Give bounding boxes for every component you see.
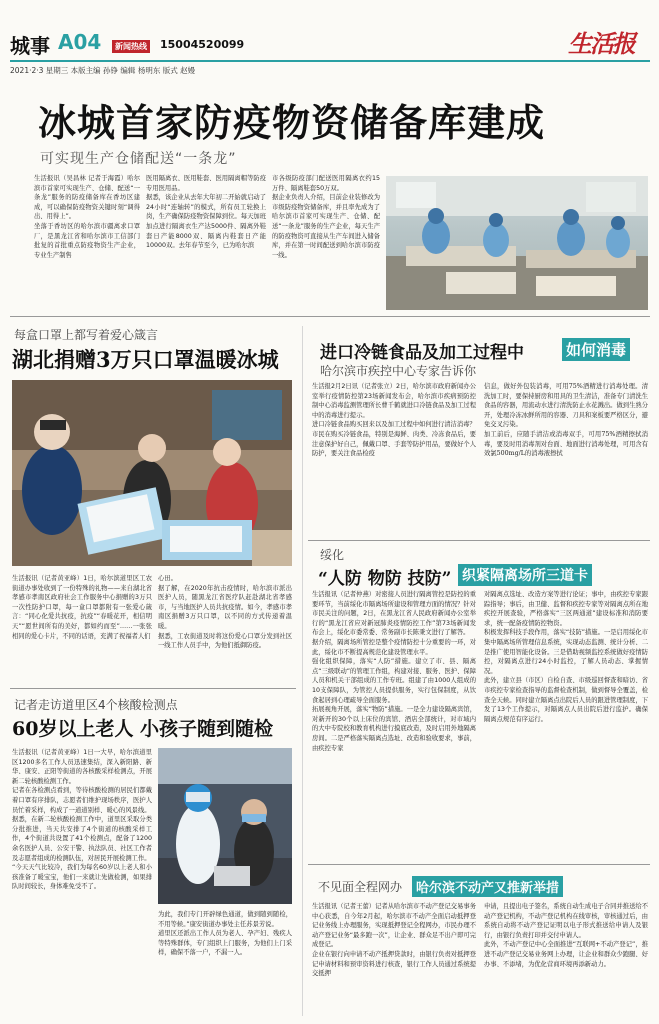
page-number: A04: [58, 30, 102, 54]
hubei-col-1: 生活报讯（记者黄亚峰）1日，哈尔滨道里区工农街道办事处收到了一份特殊的礼物——来自湖北省孝感市孝南区政府社会工作服务中心捐赠的3万只一次性防护口罩，每一盒口罩都附有一张爱心箴言：“同心化爱共抗疫，抗疫”“春暖花开，相信明天”“愿世间所有的美好，都如约而至”……一张张相同的爱心卡片，不同的话语，充满了祝福者人们: [12, 575, 152, 640]
lead-divider: [10, 316, 650, 317]
date-line: 2021·2·3 星期三 本版主编 孙铮 编辑 杨明东 版式 赵嫚: [10, 66, 196, 75]
hotline-label: 新闻热线: [112, 40, 150, 53]
paper-logo: 生活报: [568, 29, 634, 58]
testing-photo: [158, 748, 292, 904]
column-separator: [302, 326, 303, 1016]
left-divider-1: [10, 688, 296, 689]
lead-subheadline: 可实现生产仓储配送“一条龙”: [40, 151, 237, 167]
cold-pill: 如何消毒: [562, 338, 630, 361]
hotline-number: 15004520099: [160, 38, 245, 51]
shelter-kicker: 绥化: [320, 548, 345, 562]
factory-photo: [386, 176, 648, 310]
header-rule: [10, 60, 650, 62]
realestate-col-1: 生活报讯（记者王蕾）记者从哈尔滨市不动产登记交易事务中心获悉，自今年2月起，哈尔滨市不动产全面启动抵押登记业务线上办理服务，实现抵押登记全程网办，市民办理不动产登记业务“最多跑一次”，让企业、群众足不出户即可完成登记。 企业在银行向申请不动产抵押贷款时，由银行负责对抵押登记申请材料和预审资料进行核查，银行工作人员通过系统提交抵押: [312, 903, 476, 978]
hubei-col-2: 心田。 据了解，在2020年抗击疫情时，哈尔滨市派出医护人员，随黑龙江省医疗队赶赴湖北省孝感市，与当地医护人员共抗疫情。如今，孝感市孝南区捐赠3万只口罩，以不同的方式传递着温暖。 据悉，工农街道及时将这份爱心口罩分发到社区一线工作人员手中，为他们抵御防疫。: [158, 575, 292, 650]
lead-col-2: 医用隔离衣、医用鞋套、医用隔离帽等防疫专用医用品。 据悉，该企业从去年大年初二开始就启动了24小时“连轴转”的模式，所有员工轮换上岗，生产确保防疫物资保障到位。每天加班加点进行隔离衣生产达5000件、隔离外鞋套日产能8000双、隔离内鞋套日产能10000双。去年春节至今，已为哈尔滨: [146, 175, 266, 250]
hubei-headline: 湖北捐赠3万只口罩温暖冰城: [12, 347, 279, 372]
realestate-kicker: 不见面全程网办: [318, 880, 403, 894]
tests-headline: 60岁以上老人 小孩子随到随检: [12, 718, 274, 740]
cold-col-1: 生活报2月2日讯（记者张立）2日，哈尔滨市政府新闻办公室举行疫情防控第23场新闻发布会，哈尔滨市疾病预防控制中心消毒监测管理所长曹千鹤就进口冷链食品及加工过程中的消毒进行提示。 进口冷链食品购买回来以及加工过程中如何进行清洁消毒？ 市民在购买冷链食品，特别是海鲜、肉类、冷冻食品后，要注意保护好自己，佩戴口罩、手套等防护用品，要做好个人防护，要关注食品检疫: [312, 383, 476, 458]
donation-photo: [12, 380, 292, 566]
lead-col-3: 市各级防疫部门配送医用隔离衣约15万件、隔离鞋套50万双。 据企业负责人介绍，目前企业装修改为市级防疫物资储备库，并且率先成为了哈尔滨市首家可实现生产、仓储、配送“一条龙”服务的生产企业，每天生产的防疫物资可直接从生产车间进入储备库，并在第一时间配送到哈尔滨市防疫一线。: [272, 175, 380, 259]
shelter-col-1: 生活报讯（记者仲燕）对密接人员进行隔离管控是防控的重要环节，当前绥化市隔离场所建设和管理方面的情况？针对市民关注的问题，2日，在黑龙江省人民政府新闻办公室举行的“黑龙江省应对新冠肺炎疫情防控工作”第73场新闻发布会上，绥化市委常委、常务副市长陈秉文进行了解答。 据介绍，隔离场所管控是整个疫情防控十分重要的一环，对此，绥化市不断提高规范化建设管理水平。 强化组织保障，落实“人防”措施。建立了市、县、隔离点“三级联动”的管理工作组，构建对接、服务、医护、保障人员和机关干部组成的工作专班。组建了由1000人组成的10支保障队，为管控人员提供服务，实行包保制度，从饮食起居到心理疏导全面服务。 拓展视角开展，落实“物防”措施。一是全力建设隔离宾馆，对新开的30个以上床位的宾馆、酒店全部统计，对市域内的大中专院校和教育机构进行摸底改造，及时启用外地隔离房间。二是严格落实隔离点选址、改造和验收要求，事前，由疾控专家: [312, 591, 476, 752]
lead-headline: 冰城首家防疫物资储备库建成: [38, 100, 546, 145]
realestate-pill: 哈尔滨不动产又推新举措: [412, 876, 563, 897]
section-name: 城事: [10, 34, 50, 58]
tests-col-1: 生活报讯（记者黄亚峰）1日一大早，哈尔滨道里区1200多名工作人员迅速集结，深入新阳路、新华、康安、正阳等街道的各核酸采样检测点，开展新二轮核酸检测工作。 记者在各检测点看到，等待核酸检测的居民们都戴着口罩有序排队，志愿者们维护现场秩序，医护人员忙着采样，构成了一道道别样、暖心的风景线。 据悉，在新二轮核酸检测工作中，道里区采取分类分批推进，当天共安排了4个街道的核酸采样工作，4个街道共设置了41个检测点，配备了1200余名医护人员、公安干警、执法队员、社区工作者及志愿者组成的检测队伍，对居民开展检测工作。 “今天天气比较冷，我们为每名60岁以上老人和小孩准备了暖宝宝，他们一来就让先做检测，如果排队时间较长，身体难免受不了。: [12, 749, 152, 891]
right-divider-2: [308, 864, 650, 865]
cold-subheadline: 哈尔滨市疾控中心专家告诉你: [320, 364, 477, 378]
right-divider-1: [308, 540, 650, 541]
cold-col-2: 信息，做好外包装消毒，可用75%酒精进行消毒处理。清洗加工时，要保持厨房和用具的卫生清洁，准备专门清洗生食品的容器，用流动水进行清洗防止水花溅出。做到生熟分开，处理冷冻冰鲜所用的容器、刀具和案板要严格区分，避免交叉污染。 加工前后，应随手清洁或消毒双手，可用75%酒精擦拭消毒，要及时用消毒剂对台面、地面进行消毒处理，可用含有效氯500mg/L的消毒液擦拭: [484, 383, 648, 458]
tests-col-2: 为此，我们专门开辟绿色通道，做到随到随检，不用等候。”康安街道办事处主任苏景芳说。 道里区还派出工作人员为老人、孕产妇、残疾人等特殊群体，专门组织上门服务，为他们上门采样，确保不落一户，不漏一人。: [158, 911, 292, 957]
realestate-col-2: 申请，且提出电子签名，系统自动生成电子合同并推送给不动产登记机构，不动产登记机构在线审核，审核通过后，由系统自动将不动产登记证明以电子形式推送给申请人及银行，由银行负责打印并交付申请人。 此外，不动产登记中心全面推进“互联网+不动产登记”，推进不动产登记交易业务网上办理，让企业和群众少跑腿、好办事、不添堵，为优化营商环境再添新动力。: [484, 903, 648, 968]
lead-col-1: 生活报讯（吴昌林 记者于海霞）哈尔滨市首家可实现生产、仓储、配送“一条龙”服务的防疫储备库在香坊区建成，可以确保防疫物资关键时刻“调得出、用得上”。 坐落于香坊区的哈尔滨市疆离求口罩厂，是黑龙江省和哈尔滨市工信部门批复的首批重点防疫物资生产企业，专业生产制售: [34, 175, 140, 259]
cold-headline: 进口冷链食品及加工过程中: [320, 343, 524, 363]
hubei-kicker: 每盒口罩上都写着爱心箴言: [14, 328, 159, 342]
shelter-pill: 织紧隔离场所三道卡: [458, 564, 592, 586]
shelter-headline: “人防 物防 技防”: [318, 569, 452, 589]
masthead: [0, 0, 659, 78]
tests-kicker: 记者走访道里区4个核酸检测点: [14, 698, 178, 712]
shelter-col-2: 对隔离点选址、改造方案等进行论证；事中，由疾控专家跟踪指导；事后，由卫健、监督和疾控专家等对隔离点所在地疾控开展查验，严格落实“三区两通道”建设标准和消防要求，统一配备疫情防控物资。 积极发挥科技手段作用，落实“技防”措施。一是启用绥化市集中隔离场所管理信息系统，实现动态监测、统计分析、二是推广使用智能化设备。三是借助视频监控系统做好疫情防控，对隔离点进行24小时监控，了解人员动态、掌握情况。 此外，建立县（市区）自检自查、市级巡回督查和暗访、省市疾控专家检查指导的监督检查机制，做到督导全覆盖，检查全天候。同时建立隔离点出院后人员的跟进管理制度，下发了13个工作提示，对隔离点人员出院后进行监护。确保隔离点规范有序运行。: [484, 591, 648, 723]
